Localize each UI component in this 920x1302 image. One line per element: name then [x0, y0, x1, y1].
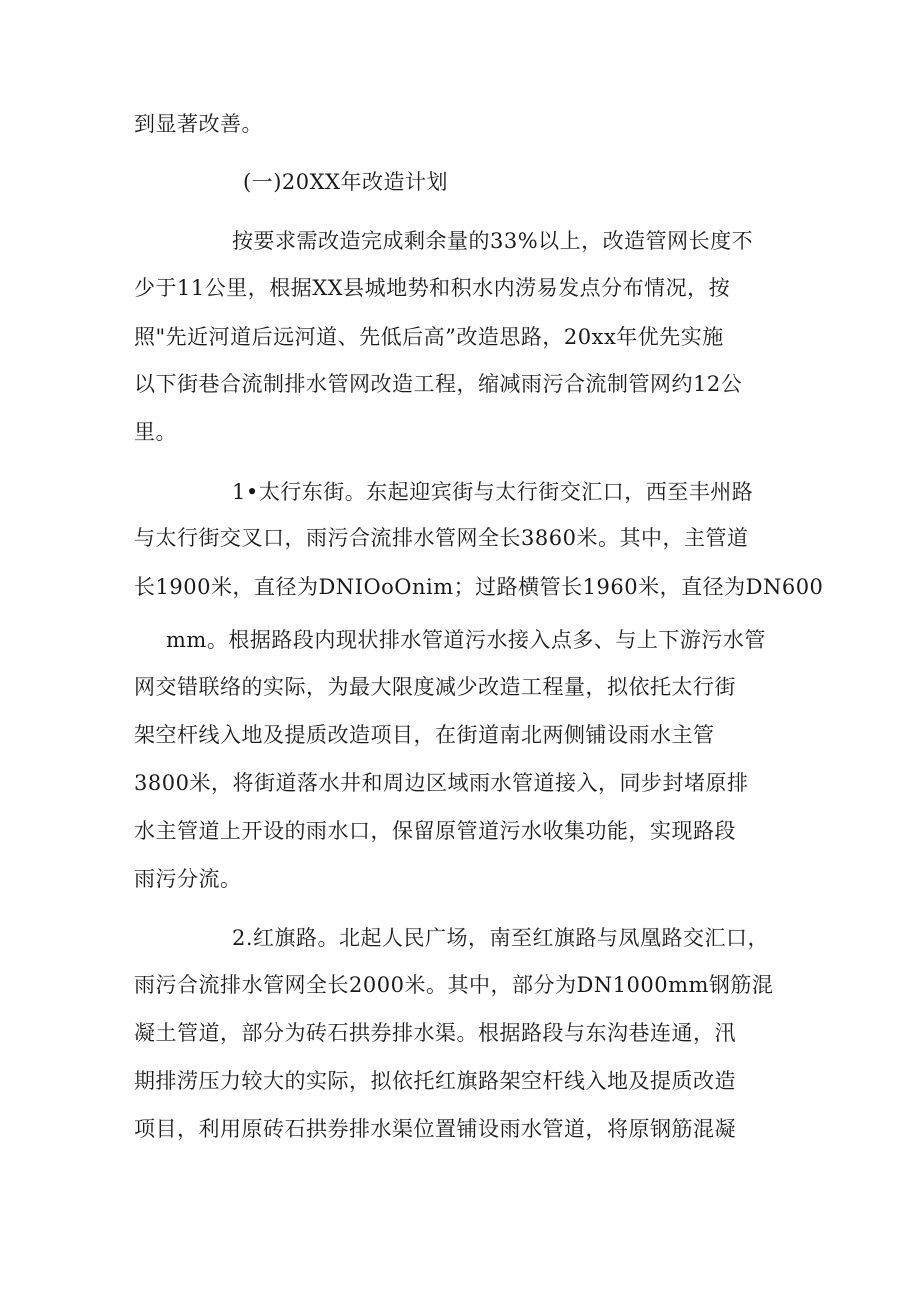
paragraph-line: 项目，利用原砖石拱券排水渠位置铺设雨水管道，将原钢筋混凝: [134, 1117, 736, 1141]
paragraph-line: 到显著改善。: [134, 112, 263, 136]
paragraph-line: 与太行街交叉口，雨污合流排水管网全长3860米。其中，主管道: [134, 526, 749, 550]
paragraph-line: 网交错联络的实际，为最大限度减少改造工程量，拟依托太行街: [134, 675, 736, 699]
paragraph-line: 雨污合流排水管网全长2000米。其中，部分为DN1000mm钢筋混: [134, 973, 774, 997]
paragraph-line: mm。根据路段内现状排水管道污水接入点多、与上下游污水管: [166, 628, 766, 652]
paragraph-line: 里。: [134, 420, 177, 444]
list-item-heading: 2.红旗路。北起人民广场，南至红旗路与凤凰路交汇口，: [232, 926, 770, 950]
paragraph-line: 期排涝压力较大的实际，拟依托红旗路架空杆线入地及提质改造: [134, 1069, 736, 1093]
paragraph-line: 凝土管道，部分为砖石拱券排水渠。根据路段与东沟巷连通，汛: [134, 1021, 736, 1045]
paragraph-line: 架空杆线入地及提质改造项目，在街道南北两侧铺设雨水主管: [134, 723, 715, 747]
paragraph-line: 3800米，将街道落水井和周边区域雨水管道接入，同步封堵原排: [134, 771, 749, 795]
paragraph-line: 照"先近河道后远河道、先低后高”改造思路，20xx年优先实施: [134, 325, 724, 349]
list-item-heading: 1•太行东街。东起迎宾街与太行街交汇口，西至丰州路: [232, 480, 754, 504]
paragraph-line: 少于11公里，根据XX县城地势和积水内涝易发点分布情况，按: [134, 276, 731, 300]
paragraph-line: 按要求需改造完成剩余量的33%以上，改造管网长度不: [232, 229, 754, 253]
section-heading: (一)20XX年改造计划: [243, 170, 449, 194]
paragraph-line: 雨污分流。: [134, 867, 242, 891]
paragraph-line: 以下街巷合流制排水管网改造工程，缩减雨污合流制管网约12公: [134, 372, 743, 396]
paragraph-line: 水主管道上开设的雨水口，保留原管道污水收集功能，实现路段: [134, 819, 736, 843]
paragraph-line: 长1900米，直径为DNIOoOnim；过路横管长1960米，直径为DN600: [134, 575, 824, 599]
